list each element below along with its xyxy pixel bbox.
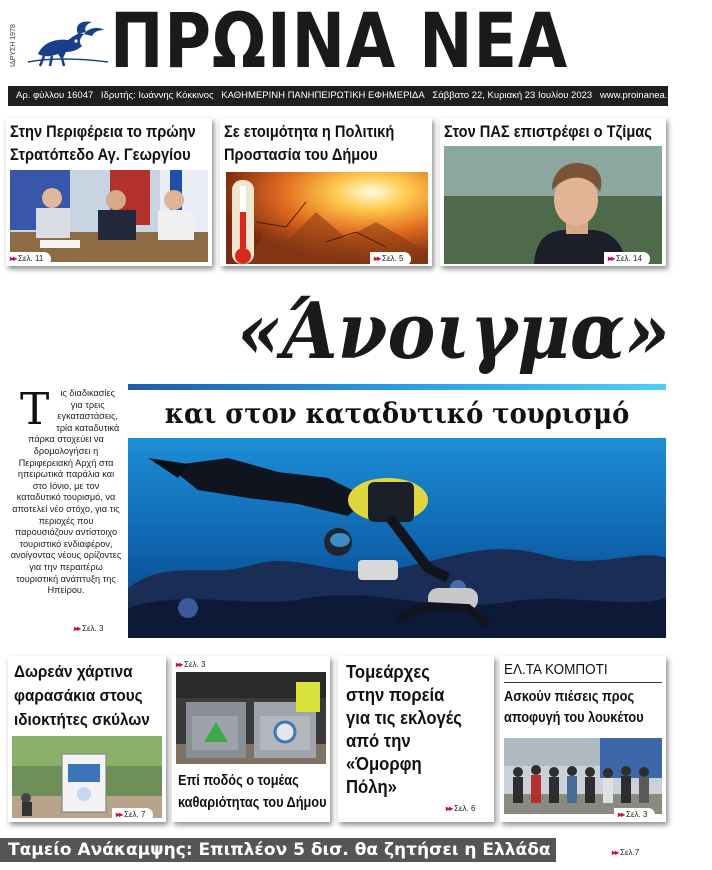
protest-photo bbox=[504, 738, 662, 814]
story-headline: Σε ετοιμότητα η Πολιτική Προστασία του Δήμου bbox=[224, 122, 395, 164]
top-story-camp[interactable] bbox=[6, 118, 212, 266]
story-headline: Επί ποδός ο τομέας καθαριότητας του Δήμου bbox=[178, 772, 327, 811]
page-reference[interactable]: ▸▸ Σελ. 11 bbox=[6, 252, 51, 266]
recycling-bins-photo bbox=[176, 672, 326, 764]
story-headline: Ασκούν πιέσεις προς αποφυγή του λουκέτου bbox=[504, 688, 644, 726]
info-bar bbox=[8, 86, 708, 106]
bottom-banner[interactable]: Ταμείο Ανάκαμψης: Επιπλέον 5 δισ. θα ζητήσει η Ελλάδα bbox=[0, 838, 556, 862]
kicker-rule bbox=[504, 682, 662, 683]
heatwave-photo bbox=[226, 172, 428, 264]
price: €0,50 bbox=[683, 90, 708, 101]
story-kicker: ΕΛ.ΤΑ ΚΟΜΠΟΤΙ bbox=[504, 661, 608, 678]
main-headline: «Άνοιγμα» bbox=[237, 286, 670, 377]
banner-page-reference[interactable]: ▸▸ Σελ.7 bbox=[608, 846, 647, 860]
page-reference[interactable]: ▸▸ Σελ. 3 bbox=[614, 808, 655, 822]
bottom-story-post-office[interactable] bbox=[500, 656, 666, 822]
page-reference[interactable]: ▸▸ Σελ. 14 bbox=[604, 252, 650, 266]
newspaper-title: ΠΡΩΙΝΑ ΝΕΑ bbox=[110, 0, 569, 85]
bottom-story-elections[interactable] bbox=[338, 656, 494, 822]
football-player-photo bbox=[444, 146, 662, 264]
meeting-photo bbox=[10, 170, 208, 262]
founder: Ιδρυτής: Ιωάννης Κόκκινος bbox=[100, 90, 214, 101]
dog-bag-dispenser-photo bbox=[12, 736, 162, 818]
story-headline: Δωρεάν χάρτινα φαρασάκια στους ιδιοκτήτες σκύλων bbox=[14, 662, 150, 729]
page-reference[interactable]: ▸▸ Σελ. 7 bbox=[112, 808, 153, 822]
founding-label: ΙΔΡΥΣΗ 1978 bbox=[10, 24, 17, 68]
story-headline: Στον ΠΑΣ επιστρέφει ο Τζίμας bbox=[444, 122, 652, 141]
website[interactable]: www.proinanea.gr bbox=[599, 90, 676, 101]
page-reference[interactable]: ▸▸ Σελ. 6 bbox=[442, 802, 483, 816]
masthead bbox=[0, 0, 676, 86]
bottom-story-dog-bags[interactable] bbox=[8, 656, 166, 822]
issue-date: Σάββατο 22, Κυριακή 23 Ιουλίου 2023 bbox=[432, 90, 593, 101]
main-lede bbox=[10, 384, 122, 597]
page-reference[interactable]: ▸▸ Σελ. 3 bbox=[172, 658, 213, 672]
main-page-reference[interactable]: ▸▸ Σελ. 3 bbox=[70, 622, 111, 636]
lede-text: ις διαδικασίες για τρεις εγκαταστάσεις, τρία καταδυτικά πάρκα στοχεύει να δρομολογήσει η Περιφερειακή Αρχή στα ηπειρωτικά παράλια και στο Ιόνιο, με τον καταδυτικό τουρισμό, να αποτελεί νέο στόχο, για τις περιοχές που παρουσιάζουν αντίστοιχο τουριστικό ενδιαφέρον, ανοίγοντας νέους ορίζοντες για την περαιτέρω τουριστική ανάπτυξη της Ηπείρου. bbox=[10, 388, 122, 596]
main-subheadline: και στον καταδυτικό τουρισμό bbox=[164, 397, 630, 430]
issue-number: Αρ. φύλλου 16047 bbox=[16, 90, 94, 101]
story-headline: Στην Περιφέρεια το πρώην Στρατόπεδο Αγ. Γεωργίου bbox=[10, 122, 196, 164]
newspaper-logo bbox=[8, 14, 118, 76]
headline-divider bbox=[128, 384, 666, 390]
story-headline: Τομεάρχες στην πορεία για τις εκλογές από την «Όμορφη Πόλη» bbox=[346, 661, 462, 797]
scuba-diver-photo bbox=[128, 438, 666, 638]
bottom-story-cleaning[interactable] bbox=[172, 656, 330, 822]
page-reference[interactable]: ▸▸ Σελ. 5 bbox=[370, 252, 411, 266]
top-story-pas[interactable] bbox=[440, 118, 666, 266]
drop-cap: Τ bbox=[20, 384, 50, 435]
top-story-civil-protection[interactable] bbox=[220, 118, 432, 266]
tagline: ΚΑΘΗΜΕΡΙΝΗ ΠΑΝΗΠΕΙΡΩΤΙΚΗ ΕΦΗΜΕΡΙΔΑ bbox=[221, 90, 425, 101]
